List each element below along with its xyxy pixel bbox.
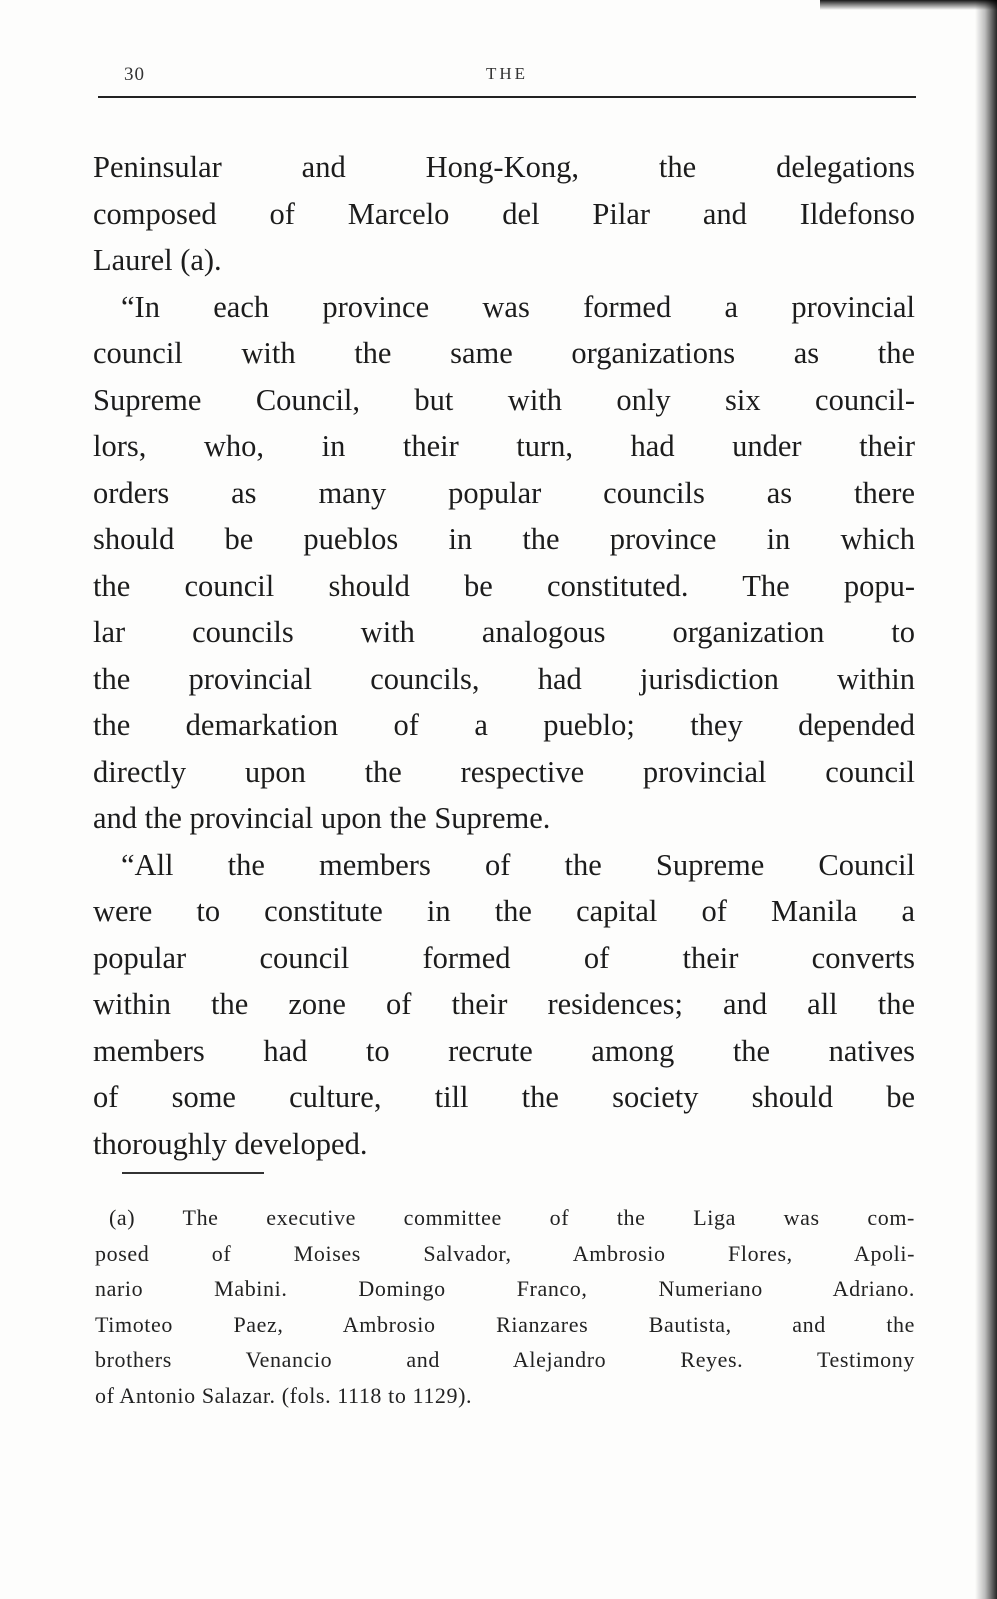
body-line: Laurel (a). — [93, 243, 222, 277]
body-line: of some culture, till the society should be — [93, 1080, 915, 1114]
footnote-line: (a) The executive committee of the Liga was com- — [109, 1205, 915, 1230]
body-line: lar councils with analogous organization to — [93, 615, 915, 649]
page-number: 30 — [124, 64, 145, 85]
body-line: were to constitute in the capital of Manila a — [93, 894, 915, 928]
footnote-line: Timoteo Paez, Ambrosio Rianzares Bautista, and the — [95, 1311, 915, 1337]
scan-top-shadow — [820, 0, 997, 10]
running-title: THE — [485, 64, 529, 83]
footnote-line: nario Mabini. Domingo Franco, Numeriano Adriano. — [95, 1276, 915, 1301]
footnote — [95, 1200, 915, 1413]
body-line: council with the same organizations as the — [93, 336, 915, 370]
footnote-line: of Antonio Salazar. (fols. 1118 to 1129). — [95, 1382, 473, 1408]
body-line: members had to recrute among the natives — [93, 1033, 915, 1068]
running-head — [98, 58, 916, 102]
scan-edge-shadow — [975, 0, 997, 1599]
body-line: composed of Marcelo del Pilar and Ildefonso — [93, 196, 915, 231]
body-line: the council should be constituted. The popu- — [93, 568, 915, 603]
header-rule — [98, 96, 916, 98]
body-text — [93, 144, 915, 1167]
body-line: Peninsular and Hong-Kong, the delegations — [93, 150, 915, 184]
body-line: within the zone of their residences; and all the — [93, 987, 915, 1021]
body-line: Supreme Council, but with only six council- — [93, 382, 915, 417]
body-line: “All the members of the Supreme Council — [121, 847, 915, 882]
body-line: the provincial councils, had jurisdiction within — [93, 661, 915, 696]
body-line: thoroughly developed. — [93, 1126, 368, 1161]
footnote-line: brothers Venancio and Alejandro Reyes. Testimony — [95, 1347, 915, 1372]
body-line: lors, who, in their turn, had under their — [93, 429, 915, 463]
body-line: popular council formed of their converts — [93, 940, 915, 975]
footnote-line: posed of Moises Salvador, Ambrosio Flores, Apoli- — [95, 1240, 915, 1266]
body-line: directly upon the respective provincial council — [93, 754, 915, 789]
body-line: should be pueblos in the province in which — [93, 522, 915, 556]
body-line: “In each province was formed a provincial — [121, 289, 915, 324]
body-line: and the provincial upon the Supreme. — [93, 801, 551, 835]
footnote-rule — [122, 1172, 264, 1174]
body-line: the demarkation of a pueblo; they depended — [93, 708, 915, 742]
body-line: orders as many popular councils as there — [93, 475, 915, 510]
